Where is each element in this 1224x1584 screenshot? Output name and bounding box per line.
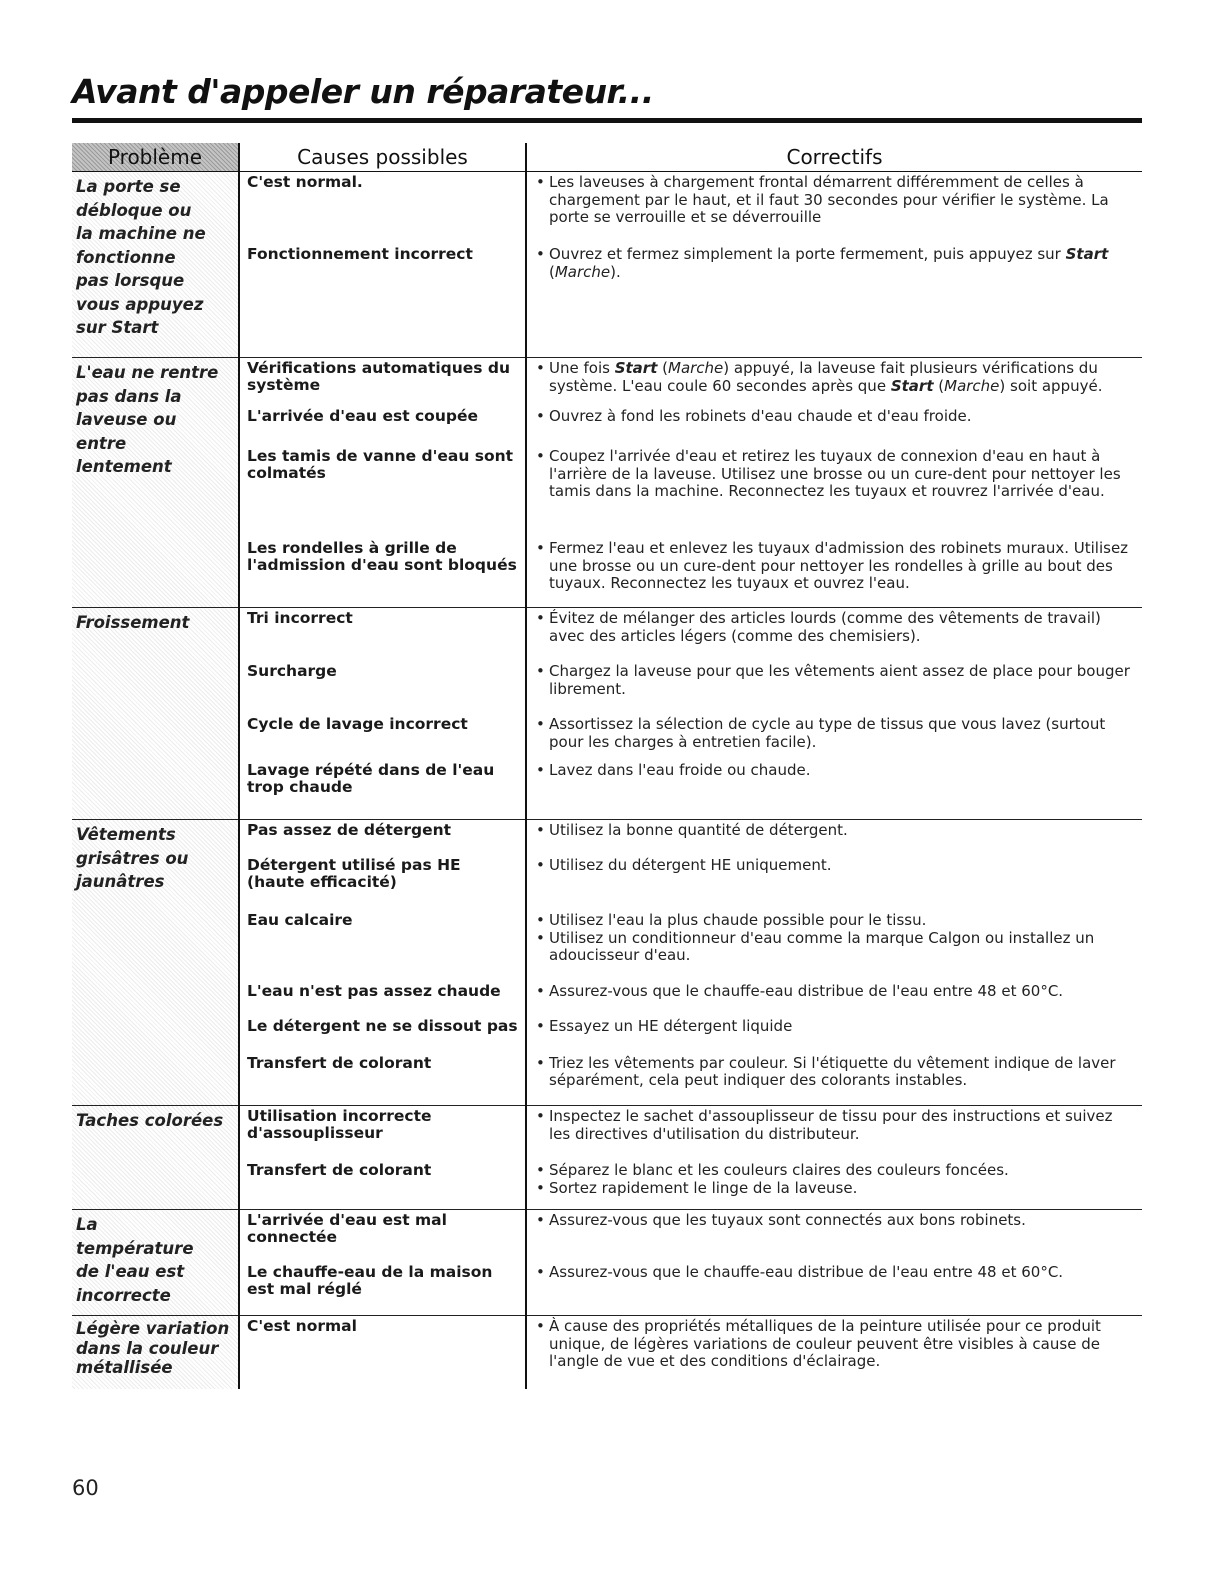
fix-label: Ouvrez à fond les robinets d'eau chaude et d'eau froide. <box>549 407 972 425</box>
fix-label: ( <box>933 376 945 395</box>
fix-label: ( <box>549 262 555 281</box>
fix-text <box>536 912 1136 930</box>
header-causes: Causes possibles <box>239 143 526 172</box>
fix-label: ) appuyé, la laveuse fait plusieurs vérifications du système. L'eau coule 60 secondes après que <box>549 359 1098 395</box>
causes-cell <box>239 1316 526 1390</box>
fix-text <box>536 360 1136 408</box>
cause-text: Fonctionnement incorrect <box>247 245 473 263</box>
problem-text: Légère variation dans la couleur métallisée <box>76 1319 230 1377</box>
bullet-icon: • <box>536 173 545 191</box>
page-title: Avant d'appeler un réparateur... <box>72 72 654 111</box>
bullet-icon: • <box>536 539 545 557</box>
fix-label: À cause des propriétés métalliques de la peinture utilisée pour ce produit unique, de légères variations de couleur peuvent être visibles à cause de l'angle de vue et des conditions d'éclairage. <box>549 1317 1101 1370</box>
cause-text: Détergent utilisé pas HE (haute efficacité) <box>247 856 461 891</box>
cause-text: Les rondelles à grille de l'admission d'eau sont bloqués <box>247 539 517 574</box>
fix-label: Assortissez la sélection de cycle au type de tissus que vous lavez (surtout pour les charges à entretien facile). <box>549 715 1106 751</box>
fix-text <box>536 1018 1136 1055</box>
bullet-icon: • <box>536 662 545 680</box>
bullet-icon: • <box>536 359 545 377</box>
bullet-icon: • <box>536 856 545 874</box>
table-row <box>72 172 1142 358</box>
fix-text <box>536 930 1136 983</box>
problem-text: La température de l'eau est incorrecte <box>76 1215 194 1305</box>
fix-keyword: Start <box>614 359 658 377</box>
fix-label: Inspectez le sachet d'assouplisseur de tissu pour des instructions et suivez les directives d'utilisation du distributeur. <box>549 1107 1113 1143</box>
fix-label: ) soit appuyé. <box>999 376 1103 395</box>
fix-label: Fermez l'eau et enlevez les tuyaux d'admission des robinets muraux. Utilisez une brosse ou un cure-dent pour nettoyer les rondelles à grille au bout des tuyaux. Reconnectez les tuyaux et ouvrez l'eau. <box>549 539 1129 592</box>
cause-text: Utilisation incorrecte d'assouplisseur <box>247 1107 432 1142</box>
bullet-icon: • <box>536 981 545 1000</box>
causes-cell <box>239 820 526 1106</box>
fix-label: Ouvrez et fermez simplement la porte fermement, puis appuyez sur <box>549 245 1066 263</box>
fix-text <box>536 1162 1136 1180</box>
fix-label: Les laveuses à chargement frontal démarrent différemment de celles à chargement par le haut, et il faut 30 secondes pour vérifier le système. La porte se verrouille et se déverrouille <box>549 173 1109 226</box>
fix-label: Lavez dans l'eau froide ou chaude. <box>549 761 811 779</box>
problem-cell <box>72 820 239 1106</box>
cause-text: Les tamis de vanne d'eau sont colmatés <box>247 447 514 482</box>
cause-text: Lavage répété dans de l'eau trop chaude <box>247 761 495 796</box>
fixes-cell <box>526 820 1142 1106</box>
fixes-cell <box>526 358 1142 608</box>
fix-text <box>536 983 1136 1018</box>
bullet-icon: • <box>536 1107 545 1125</box>
bullet-icon: • <box>536 911 545 929</box>
bullet-icon: • <box>536 1053 545 1072</box>
fixes-cell <box>526 608 1142 820</box>
fix-text <box>536 822 1136 857</box>
problem-text: La porte se débloque ou la machine ne fonctionne pas lorsque vous appuyez sur Start <box>76 177 206 337</box>
bullet-icon: • <box>536 1016 545 1035</box>
fix-text <box>536 448 1136 540</box>
fix-label: Utilisez la bonne quantité de détergent. <box>549 821 848 839</box>
causes-cell <box>239 172 526 358</box>
fix-text <box>536 716 1136 762</box>
table-row <box>72 608 1142 820</box>
bullet-icon: • <box>536 1263 545 1281</box>
fix-text <box>536 1180 1136 1198</box>
fixes-cell <box>526 1106 1142 1210</box>
fix-text <box>536 1108 1136 1162</box>
fix-text <box>536 1055 1136 1090</box>
fixes-cell <box>526 172 1142 358</box>
header-fixes: Correctifs <box>526 143 1142 172</box>
causes-cell <box>239 608 526 820</box>
bullet-icon: • <box>536 245 545 263</box>
fix-label: Utilisez du détergent HE uniquement. <box>549 856 832 874</box>
table-row <box>72 1210 1142 1316</box>
fix-text <box>536 1264 1136 1282</box>
bullet-icon: • <box>536 447 545 465</box>
cause-text: Transfert de colorant <box>247 1054 432 1072</box>
problem-cell <box>72 1316 239 1390</box>
fix-text <box>536 857 1136 912</box>
title-rule <box>72 118 1142 123</box>
fix-keyword-fr: Marche <box>944 376 1000 395</box>
fix-label: Chargez la laveuse pour que les vêtements aient assez de place pour bouger librement. <box>549 662 1130 698</box>
bullet-icon: • <box>536 715 545 733</box>
bullet-icon: • <box>536 1161 545 1179</box>
fixes-cell <box>526 1316 1142 1390</box>
fix-text <box>536 540 1136 593</box>
cause-text: C'est normal <box>247 1317 357 1335</box>
fix-text <box>536 762 1136 780</box>
fix-label: Utilisez un conditionneur d'eau comme la marque Calgon ou installez un adoucisseur d'eau. <box>549 928 1095 964</box>
fix-text <box>536 663 1136 716</box>
fix-label: Séparez le blanc et les couleurs claires des couleurs foncées. <box>549 1161 1009 1179</box>
fix-label: Essayez un HE détergent liquide <box>549 1016 793 1035</box>
problem-text: Taches colorées <box>76 1111 224 1130</box>
cause-text: Transfert de colorant <box>247 1161 432 1179</box>
bullet-icon: • <box>536 407 545 425</box>
fixes-cell <box>526 1210 1142 1316</box>
fix-label: ( <box>657 359 668 377</box>
cause-text: L'eau n'est pas assez chaude <box>247 982 501 1000</box>
fix-text <box>536 246 1136 281</box>
problem-text: Froissement <box>76 613 190 632</box>
bullet-icon: • <box>536 928 545 947</box>
cause-text: Cycle de lavage incorrect <box>247 715 468 733</box>
cause-text: L'arrivée d'eau est coupée <box>247 407 478 425</box>
cause-text: Tri incorrect <box>247 609 353 627</box>
cause-text: Le chauffe-eau de la maison est mal réglé <box>247 1263 493 1298</box>
fix-label: Coupez l'arrivée d'eau et retirez les tuyaux de connexion d'eau en haut à l'arrière de la laveuse. Utilisez une brosse ou un cure-dent pour nettoyer les tamis dans la machine. Reconnectez les tuyaux et rouvrez l'arrivée d'eau. <box>549 447 1121 500</box>
fix-label: Assurez-vous que le chauffe-eau distribue de l'eau entre 48 et 60°C. <box>549 1263 1064 1281</box>
table-row <box>72 358 1142 608</box>
cause-text: L'arrivée d'eau est mal connectée <box>247 1211 447 1246</box>
problem-cell <box>72 1106 239 1210</box>
fix-label: Triez les vêtements par couleur. Si l'étiquette du vêtement indique de laver séparément, cela peut indiquer des colorants instables. <box>549 1053 1116 1089</box>
page-number: 60 <box>72 1476 99 1500</box>
bullet-icon: • <box>536 821 545 839</box>
fix-text <box>536 1212 1136 1264</box>
cause-text: C'est normal. <box>247 173 363 191</box>
fix-label: Évitez de mélanger des articles lourds (comme des vêtements de travail) avec des articles légers (comme des chemisiers). <box>549 609 1101 645</box>
table-row <box>72 820 1142 1106</box>
bullet-icon: • <box>536 609 545 627</box>
fix-text <box>536 610 1136 663</box>
cause-text: Vérifications automatiques du système <box>247 359 511 394</box>
fix-label: Assurez-vous que le chauffe-eau distribue de l'eau entre 48 et 60°C. <box>549 981 1064 1000</box>
problem-cell <box>72 1210 239 1316</box>
bullet-icon: • <box>536 761 545 779</box>
table-row <box>72 1316 1142 1390</box>
fix-keyword-fr: Marche <box>668 359 724 377</box>
fix-label: Une fois <box>549 359 615 377</box>
cause-text: Eau calcaire <box>247 911 353 929</box>
fix-label: ). <box>610 262 621 281</box>
fix-keyword: Start <box>890 376 934 395</box>
problem-cell <box>72 358 239 608</box>
problem-cell <box>72 608 239 820</box>
troubleshooting-table <box>72 143 1142 1389</box>
bullet-icon: • <box>536 1317 545 1335</box>
problem-text: L'eau ne rentre pas dans la laveuse ou entre lentement <box>76 363 219 476</box>
cause-text: Surcharge <box>247 662 337 680</box>
problem-cell <box>72 172 239 358</box>
fix-label: Assurez-vous que les tuyaux sont connectés aux bons robinets. <box>549 1211 1026 1229</box>
causes-cell <box>239 1210 526 1316</box>
fix-text <box>536 174 1136 246</box>
bullet-icon: • <box>536 1178 545 1197</box>
fix-keyword-fr: Marche <box>554 262 611 281</box>
fix-keyword: Start <box>1065 245 1109 263</box>
table-row <box>72 1106 1142 1210</box>
causes-cell <box>239 1106 526 1210</box>
fix-text <box>536 1318 1136 1371</box>
problem-text: Vêtements grisâtres ou jaunâtres <box>76 825 189 891</box>
cause-text: Le détergent ne se dissout pas <box>247 1017 518 1035</box>
table-header-row <box>72 143 1142 172</box>
fix-label: Utilisez l'eau la plus chaude possible pour le tissu. <box>549 911 927 929</box>
header-problem: Problème <box>72 143 239 172</box>
fix-label: Sortez rapidement le linge de la laveuse. <box>549 1178 858 1197</box>
bullet-icon: • <box>536 1211 545 1229</box>
causes-cell <box>239 358 526 608</box>
fix-text <box>536 408 1136 448</box>
cause-text: Pas assez de détergent <box>247 821 452 839</box>
